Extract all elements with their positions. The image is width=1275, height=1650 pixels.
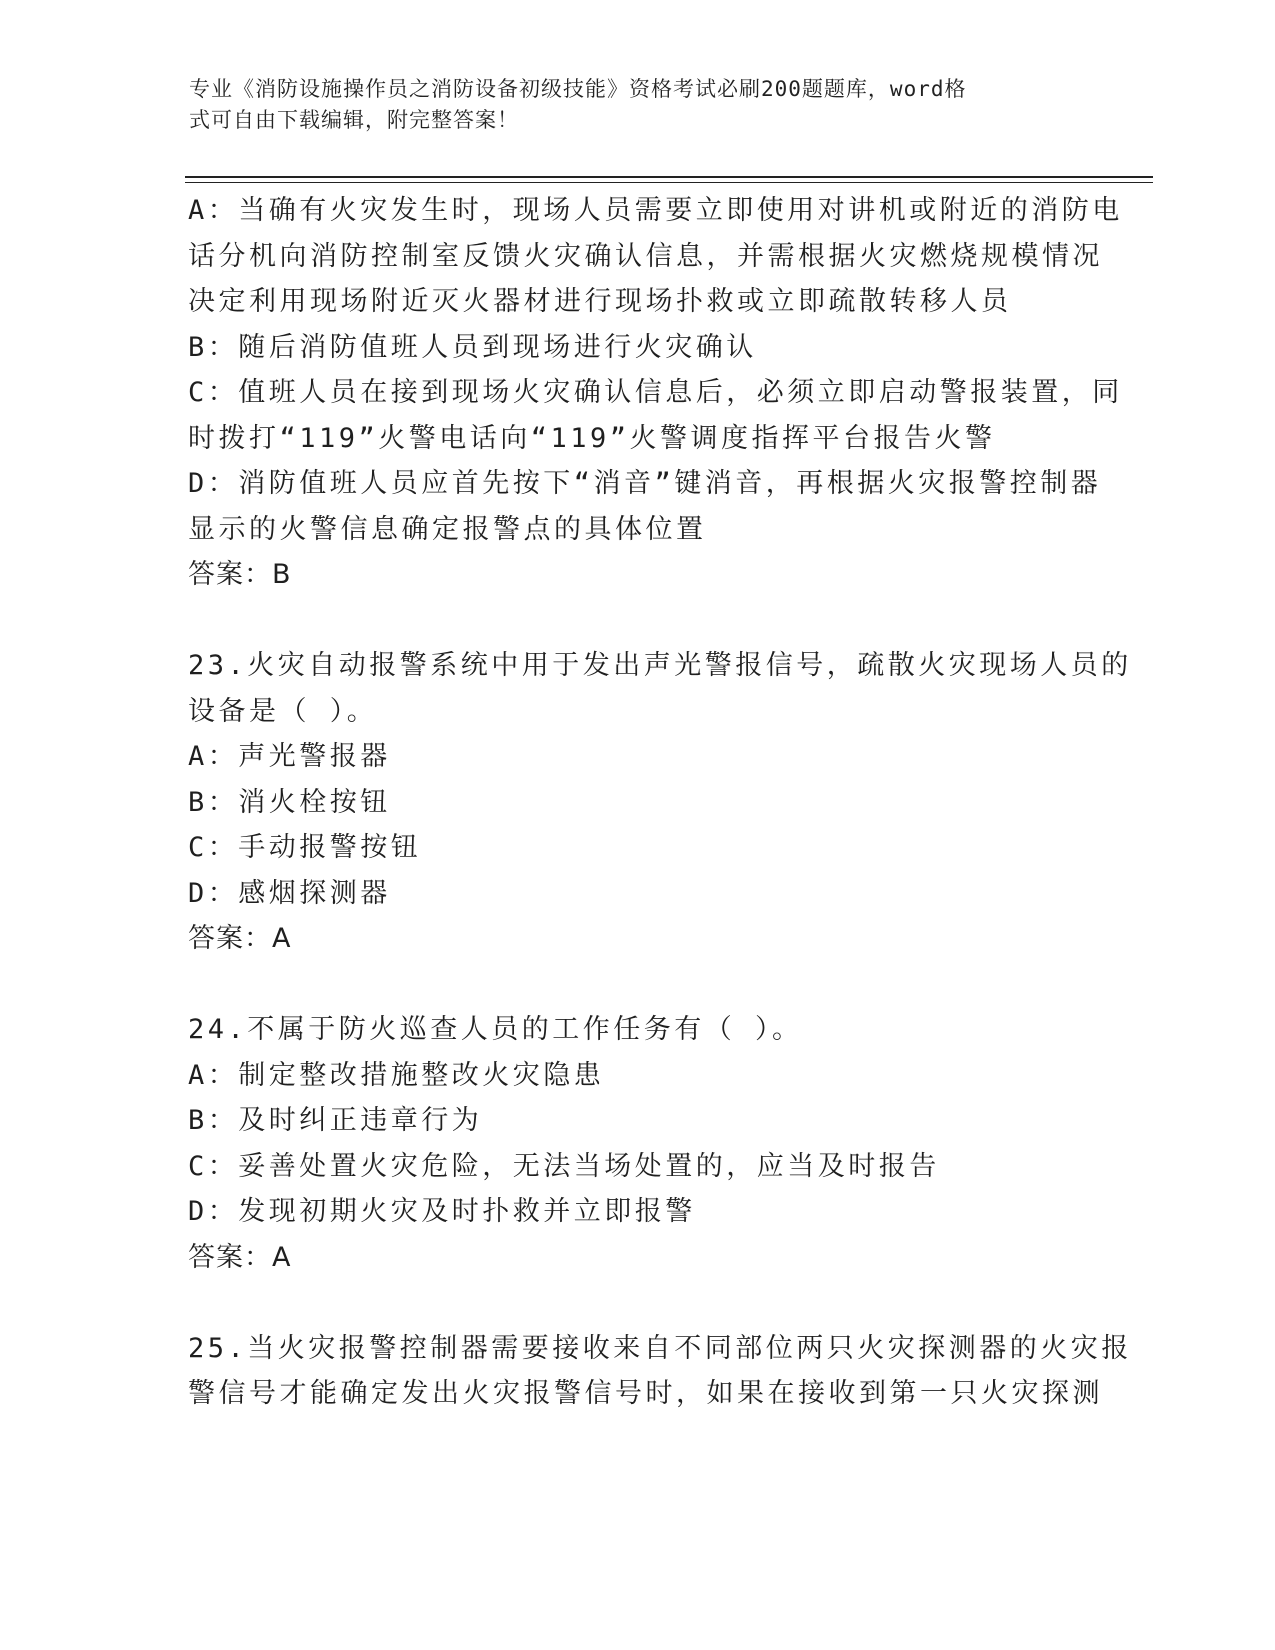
q24-answer: 答案：A — [188, 1241, 292, 1273]
document-body — [188, 188, 1132, 1417]
q22-option-a-line-3: 决定利用现场附近灭火器材进行现场扑救或立即疏散转移人员 — [188, 286, 1012, 317]
q23-option-b: B：消火栓按钮 — [188, 786, 391, 818]
q22-option-d-line-1: D：消防值班人员应首先按下“消音”键消音，再根据火灾报警控制器 — [188, 468, 1102, 499]
spacer — [188, 1280, 1088, 1326]
q22-option-c-line-2: 时拨打“119”火警电话向“119”火警调度指挥平台报告火警 — [188, 422, 996, 454]
q24-option-d: D：发现初期火灾及时扑救并立即报警 — [188, 1196, 696, 1227]
q22-option-a-line-2: 话分机向消防控制室反馈火灾确认信息，并需根据火灾燃烧规模情况 — [188, 240, 1103, 272]
q23-option-c: C：手动报警按钮 — [188, 832, 422, 863]
q23-option-d: D：感烟探测器 — [188, 877, 391, 909]
header-rule-thick — [185, 176, 1153, 178]
q22-option-d-line-2: 显示的火警信息确定报警点的具体位置 — [188, 513, 707, 545]
header-line-1: 专业《消防设施操作员之消防设备初级技能》资格考试必刷200题题库，word格 — [189, 77, 967, 101]
q24-option-b: B：及时纠正违章行为 — [188, 1105, 483, 1136]
spacer — [188, 962, 1088, 1008]
q24-stem: 24.不属于防火巡查人员的工作任务有（ ）。 — [188, 1014, 803, 1045]
header-rule-thin — [185, 182, 1153, 183]
header-line-2: 式可自由下载编辑，附完整答案！ — [189, 108, 519, 132]
q23-answer: 答案：A — [188, 923, 292, 954]
q24-option-a: A：制定整改措施整改火灾隐患 — [188, 1059, 605, 1091]
q22-answer: 答案：B — [188, 559, 292, 590]
q22-option-a-line-1: A：当确有火灾发生时，现场人员需要立即使用对讲机或附近的消防电 — [188, 195, 1123, 226]
q22-option-b: B：随后消防值班人员到现场进行火灾确认 — [188, 331, 757, 363]
q23-stem-line-1: 23.火灾自动报警系统中用于发出声光警报信号，疏散火灾现场人员的 — [188, 650, 1132, 681]
q25-stem-line-1: 25.当火灾报警控制器需要接收来自不同部位两只火灾探测器的火灾报 — [188, 1332, 1132, 1364]
q23-option-a: A：声光警报器 — [188, 741, 391, 772]
q25-stem-line-2: 警信号才能确定发出火灾报警信号时，如果在接收到第一只火灾探测 — [188, 1378, 1103, 1409]
document-header — [189, 74, 1069, 136]
q22-option-c-line-1: C：值班人员在接到现场火灾确认信息后，必须立即启动警报装置，同 — [188, 377, 1123, 408]
q24-option-c: C：妥善处置火灾危险，无法当场处置的，应当及时报告 — [188, 1150, 940, 1182]
q23-stem-line-2: 设备是（ ）。 — [188, 695, 378, 727]
spacer — [188, 598, 1088, 644]
